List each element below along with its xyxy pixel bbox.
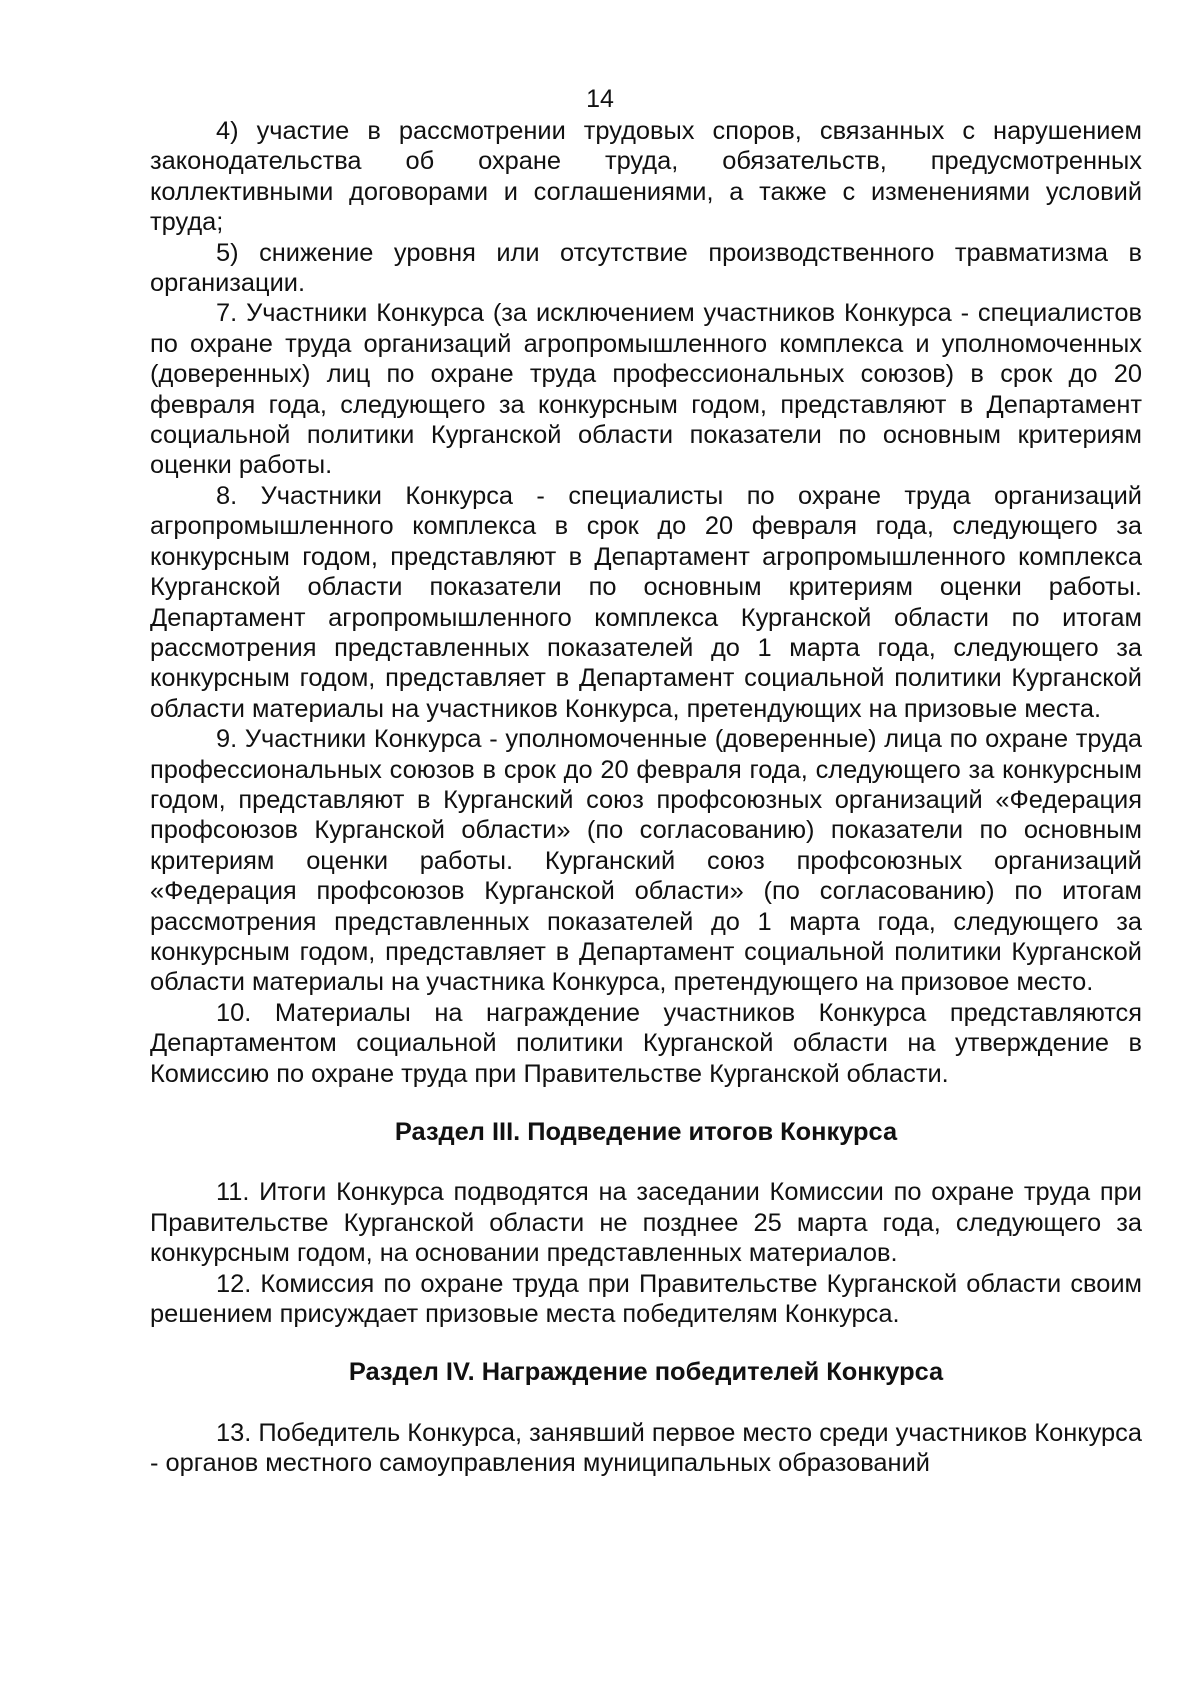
section-3-heading: Раздел III. Подведение итогов Конкурса xyxy=(394,1118,898,1146)
paragraph-clause-9: 9. Участники Конкурса - уполномоченные (доверенные) лица по охране труда профессиональных союзов в срок до 20 февраля года, следующего за конкурсным годом, представляют в Курганский союз профсоюзных организаций «Федерация профсоюзов Курганской области» (по согласованию) показатели по основным критериям оценки работы. Курганский союз профсоюзных организаций «Федерация профсоюзов Курганской области» (по согласованию) по итогам рассмотрения представленных показателей до 1 марта года, следующего за конкурсным годом, представляет в Департамент социальной политики Курганской области материалы на участника Конкурса, претендующего на призовое место. xyxy=(150,725,1142,997)
section-4-heading: Раздел IV. Награждение победителей Конкурса xyxy=(348,1358,944,1387)
document-body xyxy=(150,116,1142,1479)
paragraph-clause-7: 7. Участники Конкурса (за исключением участников Конкурса - специалистов по охране труда организаций агропромышленного комплекса и уполномоченных (доверенных) лиц по охране труда профессиональных союзов) в срок до 20 февраля года, следующего за конкурсным годом, представляют в Департамент социальной политики Курганской области показатели по основным критериям оценки работы. xyxy=(150,299,1142,480)
paragraph-clause-10: 10. Материалы на награждение участников Конкурса представляются Департаментом социальной политики Курганской области на утверждение в Комиссию по охране труда при Правительстве Курганской области. xyxy=(150,998,1142,1088)
paragraph-clause-13: 13. Победитель Конкурса, занявший первое место среди участников Конкурса - органов местного самоуправления муниципальных образований xyxy=(150,1418,1142,1478)
paragraph-clause-11: 11. Итоги Конкурса подводятся на заседании Комиссии по охране труда при Правительстве Курганской области не позднее 25 марта года, следующего за конкурсным годом, на основании представленных материалов. xyxy=(150,1178,1142,1268)
paragraph-clause-8: 8. Участники Конкурса - специалисты по охране труда организаций агропромышленного комплекса в срок до 20 февраля года, следующего за конкурсным годом, представляют в Департамент агропромышленного комплекса Курганской области показатели по основным критериям оценки работы. Департамент агропромышленного комплекса Курганской области по итогам рассмотрения представленных показателей до 1 марта года, следующего за конкурсным годом, представляет в Департамент социальной политики Курганской области материалы на участников Конкурса, претендующих на призовые места. xyxy=(150,481,1142,723)
page-number: 14 xyxy=(586,85,614,113)
paragraph-item-4: 4) участие в рассмотрении трудовых споров, связанных с нарушением законодательства об охране труда, обязательств, предусмотренных коллективными договорами и соглашениями, а также с изменениями условий труда; xyxy=(150,117,1142,237)
paragraph-clause-12: 12. Комиссия по охране труда при Правительстве Курганской области своим решением присуждает призовые места победителям Конкурса. xyxy=(150,1269,1142,1329)
paragraph-item-5: 5) снижение уровня или отсутствие производственного травматизма в организации. xyxy=(150,238,1142,298)
